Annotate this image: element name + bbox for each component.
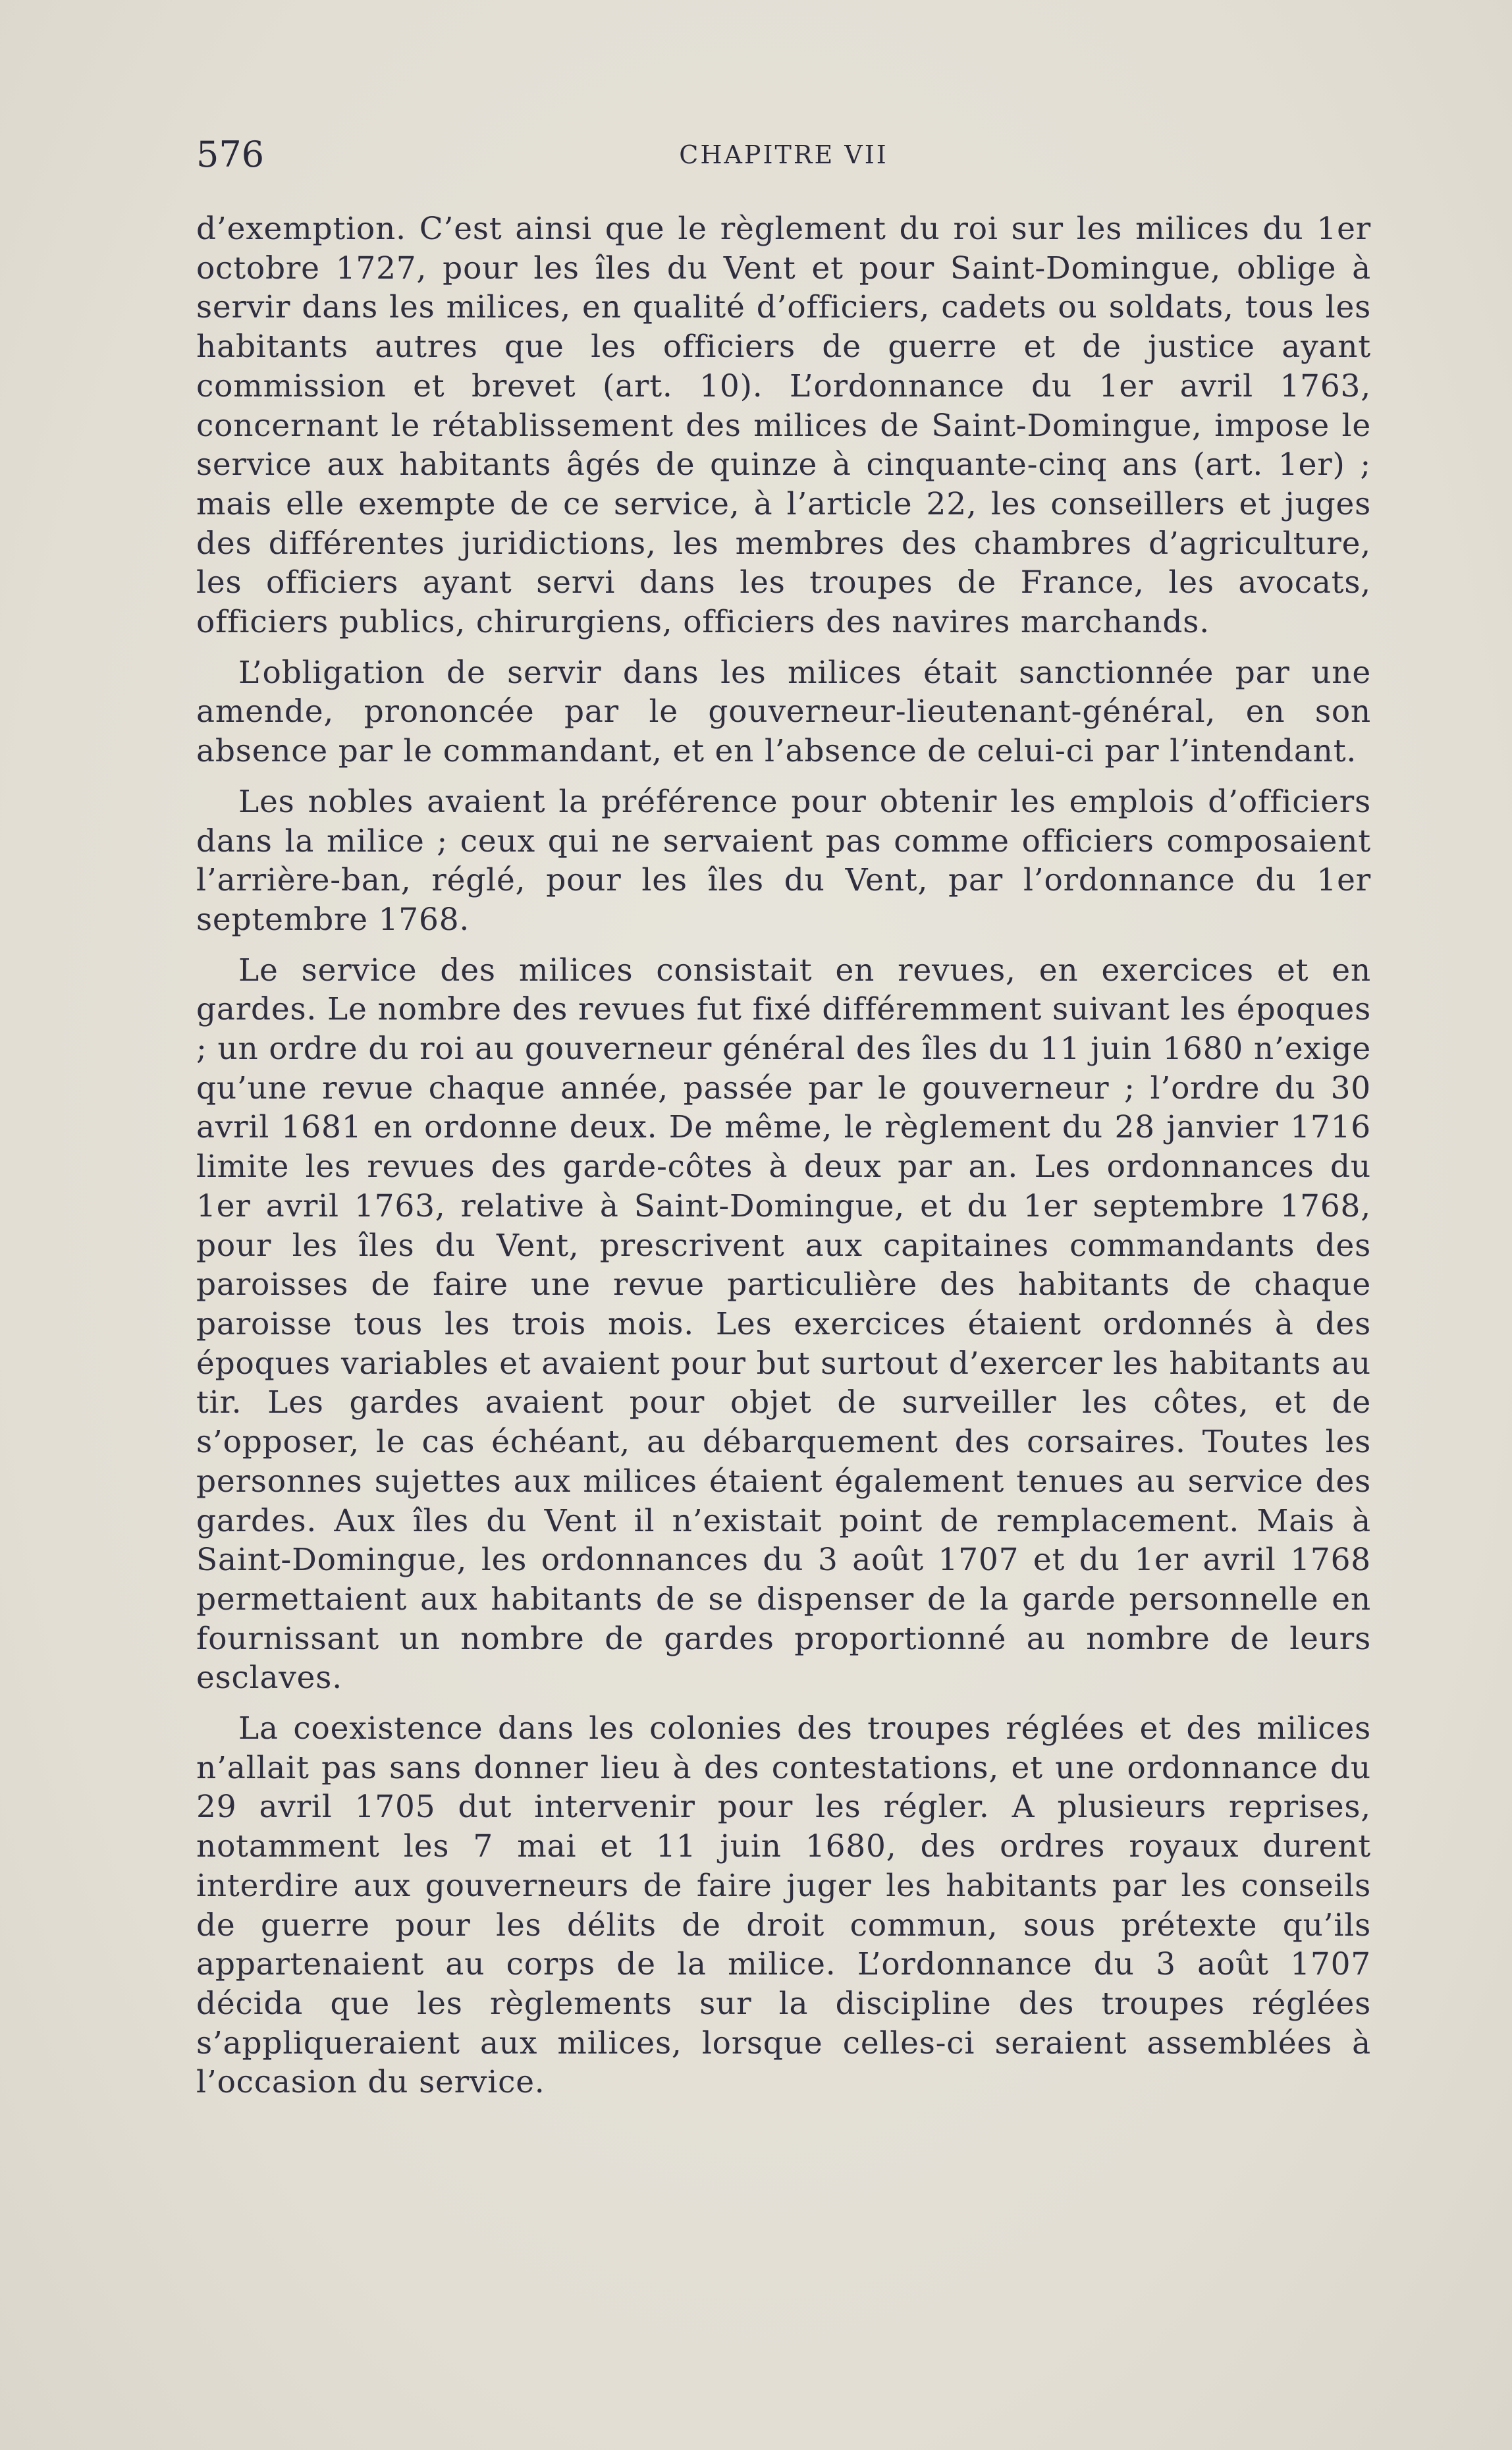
page-number: 576	[196, 134, 265, 175]
paragraph-nobles-officers: Les nobles avaient la préférence pour obtenir les emplois d’officiers dans la milice ; ceux qui ne servaient pas comme officiers composaient l’arrière-ban, réglé, pour les îles du Vent, par l’ordonnance du 1er septembre 1768.	[196, 783, 1371, 938]
paragraph-obligation-penalty: L’obligation de servir dans les milices était sanctionnée par une amende, prononcée par le gouverneur-lieutenant-général, en son absence par le commandant, et en l’absence de celui-ci par l’intendant.	[196, 654, 1371, 770]
paragraph-troops-militia-coexistence: La coexistence dans les colonies des troupes réglées et des milices n’allait pas sans donner lieu à des contestations, et une ordonnance du 29 avril 1705 dut intervenir pour les régler. A plusieurs reprises, notamment les 7 mai et 11 juin 1680, des ordres royaux durent interdire aux gouverneurs de faire juger les habitants par les conseils de guerre pour les délits de droit commun, sous prétexte qu’ils appartenaient au corps de la milice. L’ordonnance du 3 août 1707 décida que les règlements sur la discipline des troupes réglées s’appliqueraient aux milices, lorsque celles-ci seraient assemblées à l’occasion du service.	[196, 1710, 1371, 2101]
paragraph-exemptions: d’exemption. C’est ainsi que le règlement du roi sur les milices du 1er octobre 1727, pour les îles du Vent et pour Saint-Domingue, oblige à servir dans les milices, en qualité d’officiers, cadets ou soldats, tous les habitants autres que les officiers de guerre et de justice ayant commission et brevet (art. 10). L’ordonnance du 1er avril 1763, concernant le rétablissement des milices de Saint-Domingue, impose le service aux habitants âgés de quinze à cinquante-cinq ans (art. 1er) ; mais elle exempte de ce service, à l’article 22, les conseillers et juges des différentes juridictions, les membres des chambres d’agriculture, les officiers ayant servi dans les troupes de France, les avocats, officiers publics, chirurgiens, officiers des navires marchands.	[196, 211, 1371, 641]
page-header	[196, 132, 1371, 178]
body-text	[196, 209, 1371, 2102]
running-title: CHAPITRE VII	[679, 140, 888, 169]
paragraph-militia-service: Le service des milices consistait en revues, en exercices et en gardes. Le nombre des revues fut fixé différemment suivant les époques ; un ordre du roi au gouverneur général des îles du 11 juin 1680 n’exige qu’une revue chaque année, passée par le gouverneur ; l’ordre du 30 avril 1681 en ordonne deux. De même, le règlement du 28 janvier 1716 limite les revues des garde-côtes à deux par an. Les ordonnances du 1er avril 1763, relative à Saint-Domingue, et du 1er septembre 1768, pour les îles du Vent, prescrivent aux capitaines commandants des paroisses de faire une revue particulière des habitants de chaque paroisse tous les trois mois. Les exercices étaient ordonnés à des époques variables et avaient pour but surtout d’exercer les habitants au tir. Les gardes avaient pour objet de surveiller les côtes, et de s’opposer, le cas échéant, au débarquement des corsaires. Toutes les personnes sujettes aux milices étaient également tenues au service des gardes. Aux îles du Vent il n’existait point de remplacement. Mais à Saint-Domingue, les ordonnances du 3 août 1707 et du 1er avril 1768 permettaient aux habitants de se dispenser de la garde personnelle en fournissant un nombre de gardes proportionné au nombre de leurs esclaves.	[196, 952, 1371, 1697]
